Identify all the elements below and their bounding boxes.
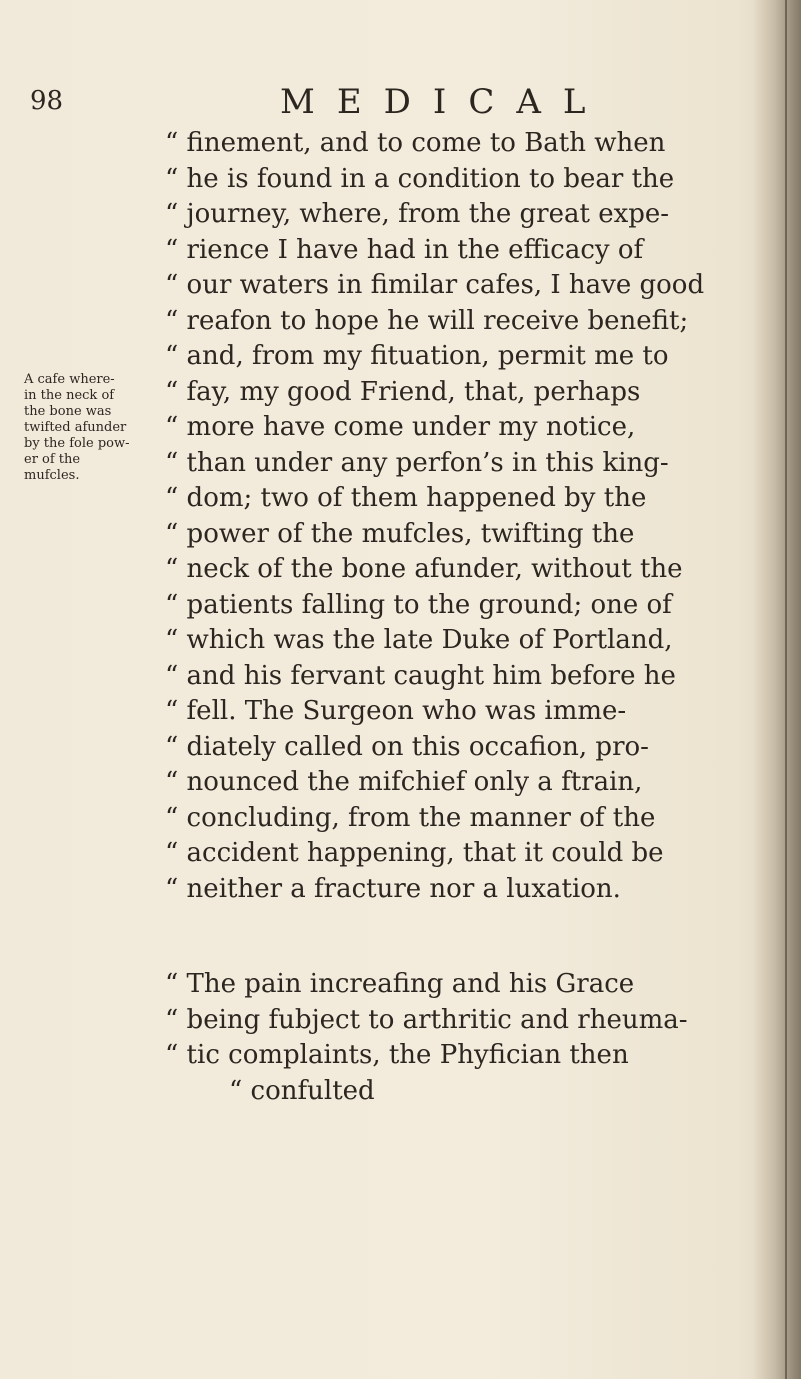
- text-line: “ reafon to hope he will receive benefit;: [165, 305, 689, 336]
- page-number: 98: [30, 86, 64, 116]
- text-line: “ rience I have had in the efficacy of: [165, 234, 644, 265]
- margin-note-line: in the neck of: [24, 388, 115, 403]
- text-line: “ concluding, from the manner of the: [165, 802, 656, 833]
- text-line: “ tic complaints, the Phyfician then: [165, 1040, 629, 1070]
- catchword: “ confulted: [229, 1075, 375, 1106]
- margin-note-line: by the fole pow-: [24, 436, 130, 451]
- text-line: “ he is found in a condition to bear the: [165, 163, 675, 194]
- binding-edge: [785, 0, 787, 1379]
- text-line: “ fell. The Surgeon who was imme-: [165, 696, 627, 726]
- margin-note-line: A cafe where-: [24, 372, 115, 387]
- text-line: “ fay, my good Friend, that, perhaps: [165, 376, 641, 407]
- text-line: “ being fubject to arthritic and rheuma-: [165, 1004, 688, 1035]
- text-line: “ and his fervant caught him before he: [165, 660, 676, 691]
- margin-note-line: twifted afunder: [24, 420, 127, 435]
- running-head: MEDICAL: [280, 82, 608, 122]
- paragraph-break: [165, 907, 765, 967]
- body-text: [165, 126, 765, 1109]
- text-line: “ and, from my fituation, permit me to: [165, 341, 669, 371]
- margin-note: [24, 372, 164, 484]
- text-line: “ than under any perfon’s in this king-: [165, 447, 669, 478]
- text-line: “ The pain increafing and his Grace: [165, 969, 635, 999]
- text-line: “ dom; two of them happened by the: [165, 483, 647, 513]
- margin-note-line: er of the: [24, 452, 81, 467]
- text-line: “ journey, where, from the great expe-: [165, 199, 670, 229]
- margin-note-line: the bone was: [24, 404, 112, 419]
- text-line: “ which was the late Duke of Portland,: [165, 625, 673, 655]
- text-line: “ more have come under my notice,: [165, 412, 636, 442]
- text-line: “ our waters in fimilar cafes, I have good: [165, 270, 705, 300]
- text-line: “ accident happening, that it could be: [165, 838, 664, 868]
- text-line: “ finement, and to come to Bath when: [165, 128, 666, 158]
- text-line: “ diately called on this occafion, pro-: [165, 731, 649, 762]
- text-line: “ neck of the bone afunder, without the: [165, 554, 683, 584]
- text-line: “ nounced the mifchief only a ftrain,: [165, 767, 643, 797]
- margin-note-line: mufcles.: [24, 468, 80, 483]
- text-line: “ patients falling to the ground; one of: [165, 589, 672, 620]
- text-line: “ power of the mufcles, twifting the: [165, 518, 635, 549]
- text-line: “ neither a fracture nor a luxation.: [165, 873, 621, 904]
